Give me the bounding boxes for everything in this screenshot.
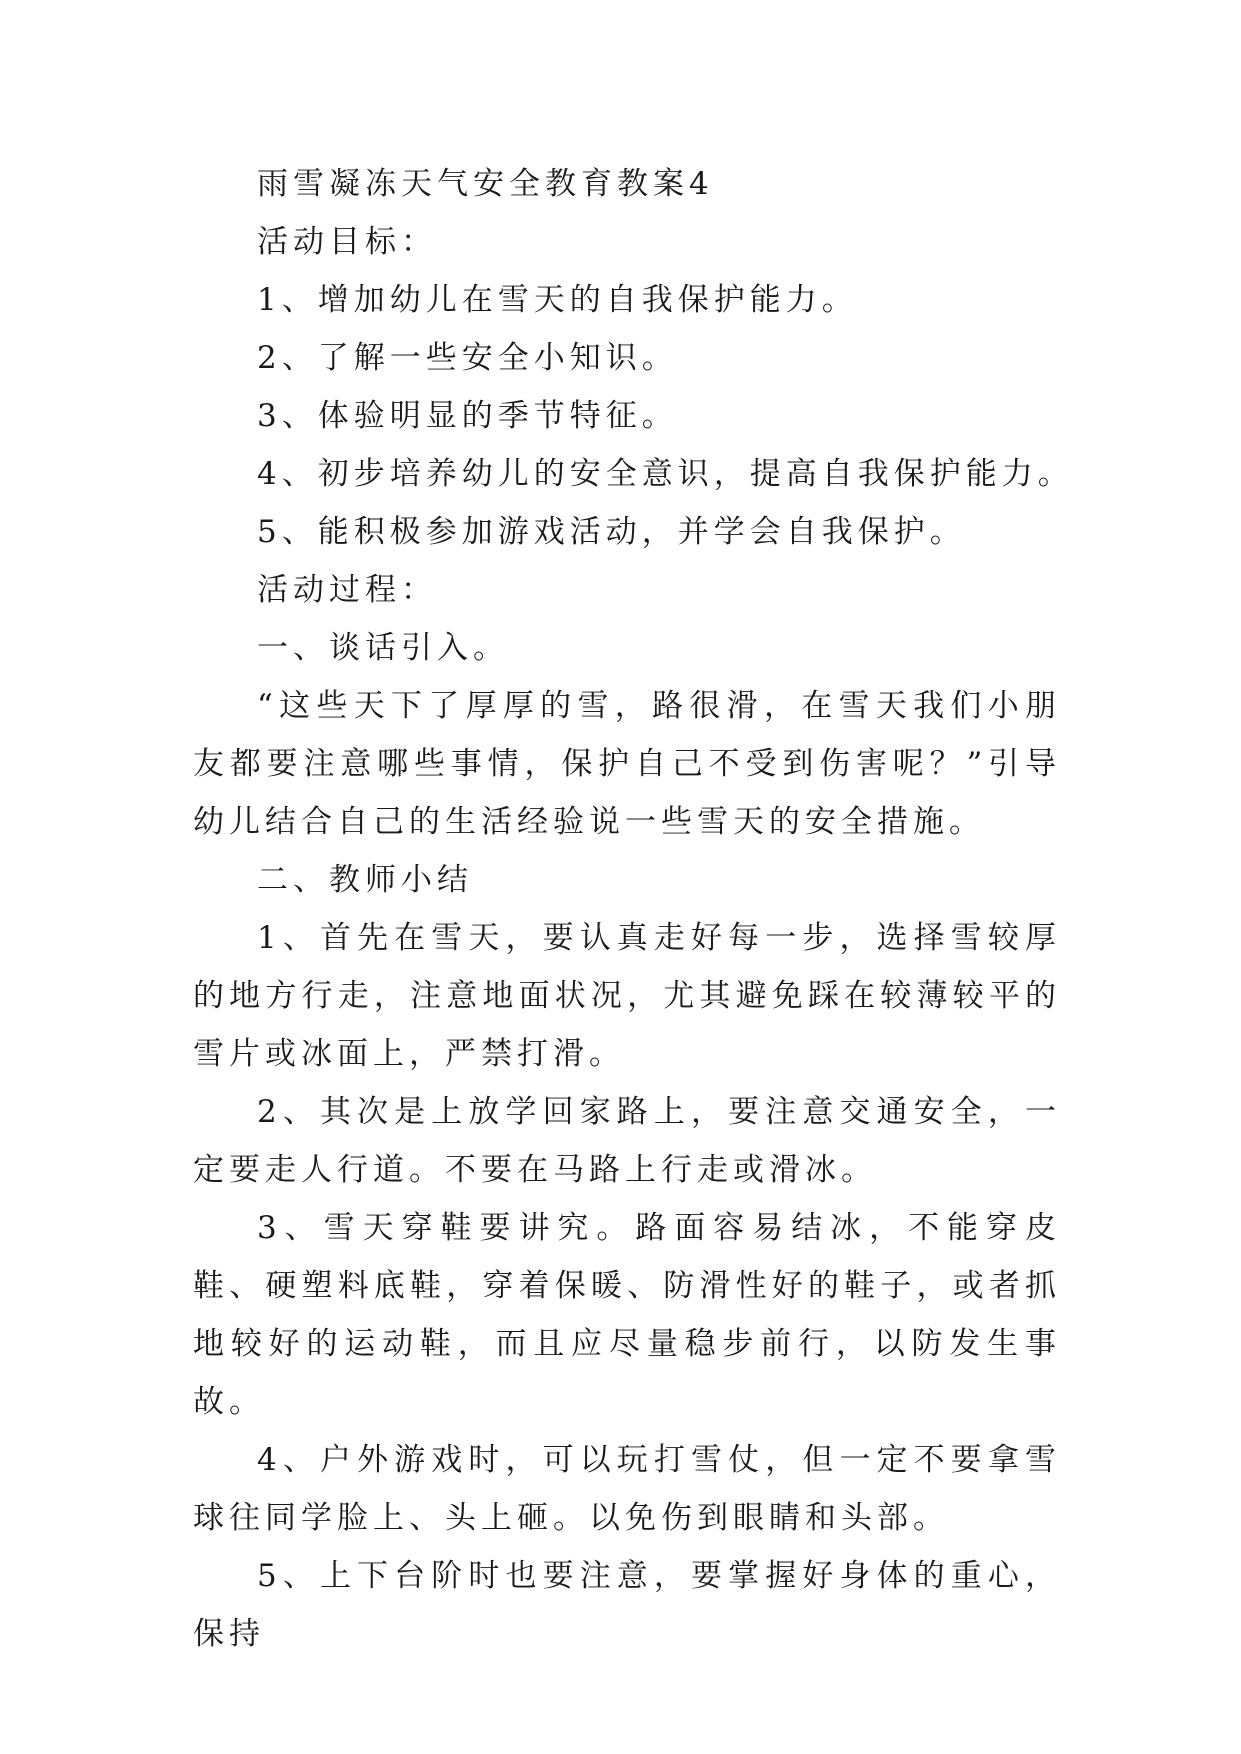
document-page [193,155,1074,1663]
section1-paragraph: “这些天下了厚厚的雪，路很滑，在雪天我们小朋友都要注意哪些事情，保护自己不受到伤害呢？”引导幼儿结合自己的生活经验说一些雪天的安全措施。 [193,688,1061,840]
summary-paragraph: 1、首先在雪天，要认真走好每一步，选择雪较厚的地方行走，注意地面状况，尤其避免踩在较薄较平的雪片或冰面上，严禁打滑。 [193,920,1061,1072]
goal-item: 4、初步培养幼儿的安全意识，提高自我保护能力。 [257,456,1074,492]
document-title: 雨雪凝冻天气安全教育教案4 [257,166,714,202]
goals-heading: 活动目标： [257,224,437,260]
goal-item: 3、体验明显的季节特征。 [257,398,678,434]
summary-paragraph: 3、雪天穿鞋要讲究。路面容易结冰，不能穿皮鞋、硬塑料底鞋，穿着保暖、防滑性好的鞋子，或者抓地较好的运动鞋，而且应尽量稳步前行，以防发生事故。 [193,1210,1061,1420]
goal-item: 1、增加幼儿在雪天的自我保护能力。 [257,282,858,318]
goal-item: 5、能积极参加游戏活动，并学会自我保护。 [257,514,966,550]
summary-paragraph: 4、户外游戏时，可以玩打雪仗，但一定不要拿雪球往同学脸上、头上砸。以免伤到眼睛和头部。 [193,1442,1061,1536]
process-heading: 活动过程： [257,572,437,608]
summary-paragraph: 2、其次是上放学回家路上，要注意交通安全，一定要走人行道。不要在马路上行走或滑冰。 [193,1094,1061,1188]
summary-paragraph: 5、上下台阶时也要注意，要掌握好身体的重心，保持 [193,1558,1061,1652]
goal-item: 2、了解一些安全小知识。 [257,340,678,376]
section2-heading: 二、教师小结 [257,862,473,898]
section1-heading: 一、谈话引入。 [257,630,509,666]
